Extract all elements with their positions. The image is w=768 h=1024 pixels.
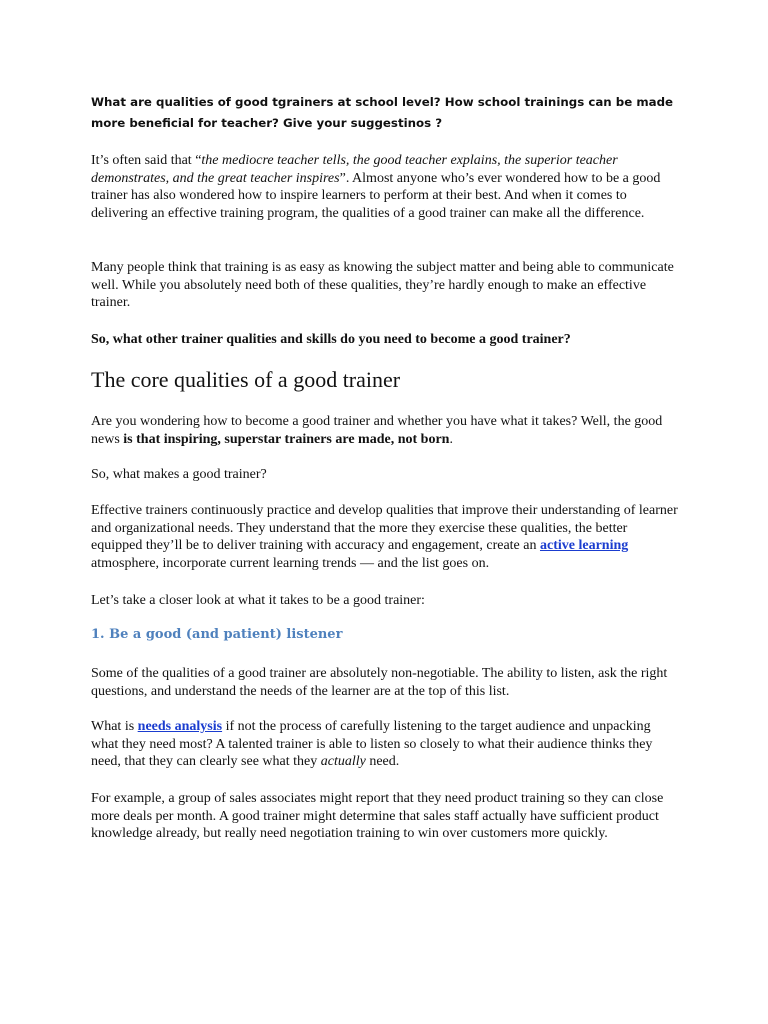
paragraph-needs-analysis <box>91 718 681 771</box>
intro-paragraph <box>91 152 681 222</box>
paragraph-effective-trainers <box>91 502 681 572</box>
needs-text-mid: if not the process of carefully listening to the target audience and unpacking what they need most? A talented trainer is able to listen so closely to what their audience thinks they need, that they can clearly see what they <box>91 719 653 770</box>
question-label: What are qualities of good tgrainers at school level? How school trainings can be made more beneficial for teacher? Give your suggestinos ? <box>91 95 674 130</box>
needs-text-start: What is <box>91 719 138 734</box>
active-learning-link[interactable]: active learning <box>539 538 629 554</box>
made-text-start: Are you wondering how to become a good trainer and whether you have what it takes? Well, the good news <box>91 414 663 447</box>
paragraph-example: For example, a group of sales associates might report that they need product training so they can close more deals per month. A good trainer might determine that sales staff actually have sufficient product knowledge already, but really need negotiation training to win over customers more quickly. <box>91 791 664 842</box>
intro-quote: the mediocre teacher tells, the good teacher explains, the superior teacher demonstrates, and the great teacher inspires <box>91 153 618 186</box>
intro-text-end: ”. Almost anyone who’s ever wondered how to be a good trainer has also wondered how to inspire learners to perform at their best. And when it comes to delivering an effective training program, the qualities of a good trainer can make all the difference. <box>91 170 661 221</box>
bold-question: So, what other trainer qualities and skills do you need to become a good trainer? <box>91 332 571 347</box>
question-bold-paragraph <box>91 331 681 349</box>
needs-analysis-link[interactable]: needs analysis <box>137 719 223 734</box>
intro-text-start: It’s often said that “ <box>91 153 202 168</box>
effective-text-start: Effective trainers continuously practice and develop qualities that improve their understanding of learner and organizational needs. They understand that the more they exercise these qualities, the better equipped they’ll be to deliver training with accuracy and engagement, create an <box>91 503 678 554</box>
needs-text-italic: actually <box>320 754 366 770</box>
made-text-bold: is that inspiring, superstar trainers are made, not born <box>123 431 450 447</box>
paragraph-closer-look: Let’s take a closer look at what it takes to be a good trainer: <box>91 593 425 608</box>
made-text-end: . <box>449 431 453 447</box>
question-text <box>91 92 681 134</box>
paragraph-training-easy: Many people think that training is as easy as knowing the subject matter and being able to communicate well. While you absolutely need both of these qualities, they’re hardly enough to make an effective trainer. <box>91 260 674 311</box>
subheading-listener: 1. Be a good (and patient) listener <box>91 627 343 642</box>
paragraph-non-negotiable: Some of the qualities of a good trainer are absolutely non-negotiable. The ability to listen, ask the right questions, and understand the needs of the learner are at the top of this list. <box>91 666 668 699</box>
paragraph-made-not-born <box>91 413 681 448</box>
effective-text-end: atmosphere, incorporate current learning trends — and the list goes on. <box>91 555 490 571</box>
needs-text-end: need. <box>365 754 400 770</box>
section-heading: The core qualities of a good trainer <box>91 367 401 392</box>
paragraph-what-makes: So, what makes a good trainer? <box>91 467 267 482</box>
